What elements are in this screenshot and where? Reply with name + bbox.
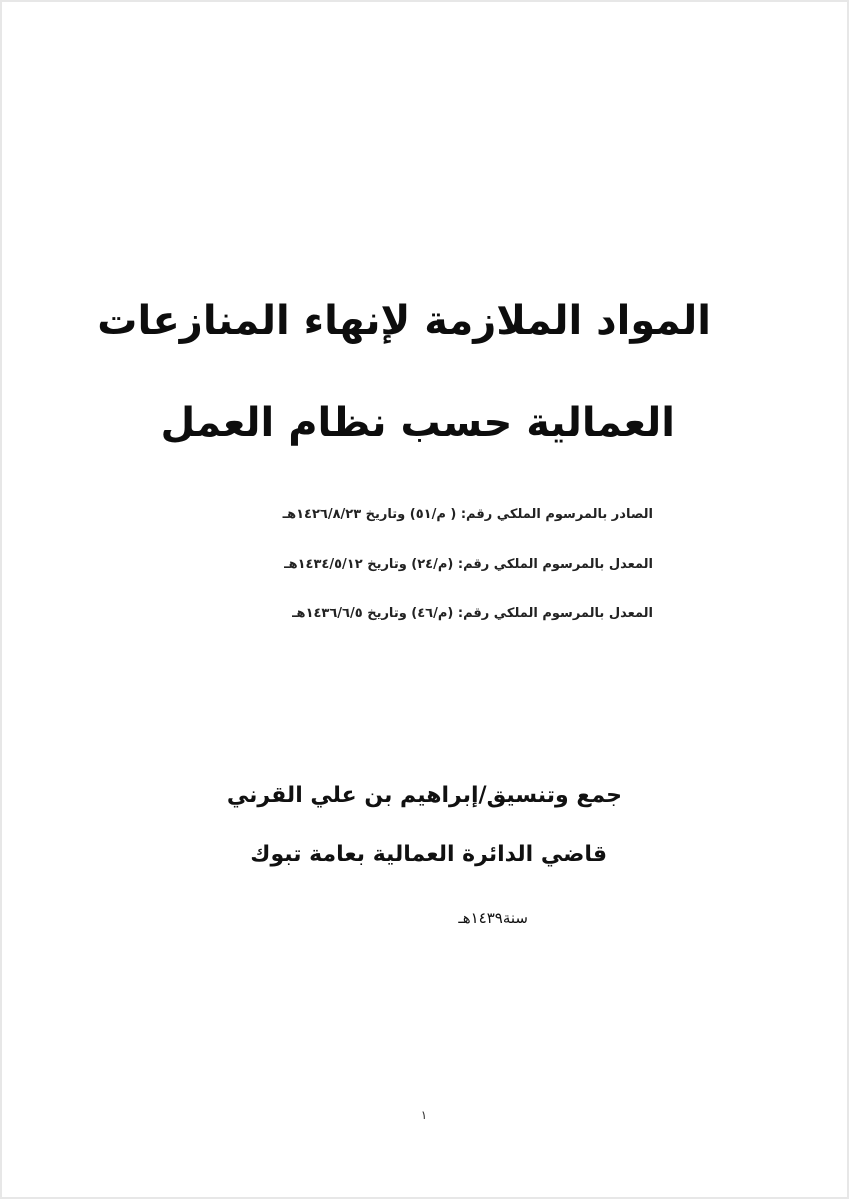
document-title-line-2: العمالية حسب نظام العمل <box>160 400 675 446</box>
document-title-line-1: المواد الملازمة لإنهاء المنازعات <box>97 298 711 344</box>
page-number: ١ <box>420 1108 428 1122</box>
decree-issued: الصادر بالمرسوم الملكي رقم: ( م/٥١) وتاريخ ١٤٢٦/٨/٢٣هـ <box>282 507 653 522</box>
decree-amended-1: المعدل بالمرسوم الملكي رقم: (م/٢٤) وتاريخ ١٤٣٤/٥/١٢هـ <box>284 557 653 572</box>
publication-year: ﺳﻨﺔ١٤٣٩هـ <box>458 909 528 927</box>
author-position: قاضي الدائرة العمالية بعامة تبوك <box>250 842 607 867</box>
decree-amended-2: المعدل بالمرسوم الملكي رقم: (م/٤٦) وتاريخ ١٤٣٦/٦/٥هـ <box>292 606 653 621</box>
compiled-by: جمع وتنسيق/إبراهيم بن علي القرني <box>226 783 622 808</box>
